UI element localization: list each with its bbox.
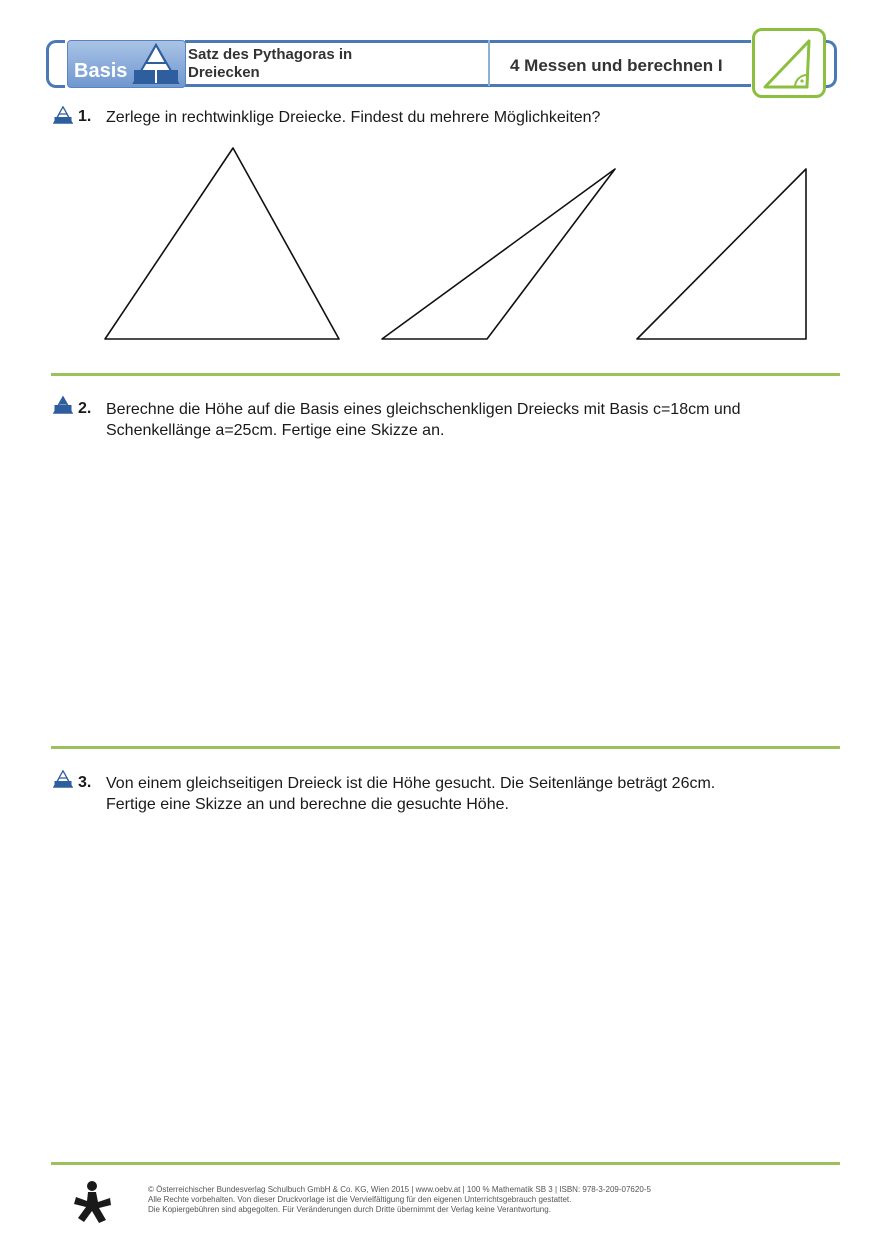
- task-2-text: [106, 399, 741, 441]
- footer-copyright: [148, 1185, 651, 1215]
- header-left-bracket: [46, 40, 65, 88]
- worksheet-title: [188, 46, 478, 82]
- equilateral-triangle: [105, 148, 339, 339]
- publisher-logo-icon: [72, 1180, 112, 1224]
- header-top-rule: [185, 40, 751, 43]
- task-3-number: 3.: [78, 774, 92, 791]
- header-divider: [488, 40, 490, 86]
- footer-line-2: Alle Rechte vorbehalten. Von dieser Druckvorlage ist die Vervielfältigung für den eigenen Unterrichtsgebrauch gestattet.: [148, 1195, 572, 1204]
- task-3-text: [106, 773, 715, 815]
- chapter-icon: [752, 28, 826, 98]
- task-2-line2: Schenkellänge a=25cm. Fertige eine Skizze an.: [106, 422, 445, 439]
- triangle-ruler-icon: [755, 31, 823, 95]
- level-pyramid-icon: [132, 43, 180, 85]
- level-icon: [53, 396, 73, 414]
- separator-2: [51, 746, 840, 749]
- task-2-number: 2.: [78, 400, 92, 417]
- worksheet-title-line2: Dreiecken: [188, 64, 260, 81]
- separator-footer: [51, 1162, 840, 1165]
- worksheet-title-line1: Satz des Pythagoras in: [188, 46, 353, 63]
- separator-1: [51, 373, 840, 376]
- task-1-triangles: [95, 140, 815, 350]
- header-bottom-rule: [185, 84, 751, 87]
- level-icon: [53, 770, 73, 788]
- footer-line-3: Die Kopiergebühren sind abgegolten. Für Veränderungen durch Dritte übernimmt der Verlag keine Verantwortung.: [148, 1205, 551, 1214]
- footer-line-1: © Österreichischer Bundesverlag Schulbuch GmbH & Co. KG, Wien 2015 | www.oebv.at | 100 % Mathematik SB 3 | ISBN: 978-3-209-07620-5: [148, 1185, 651, 1194]
- task-2-line1: Berechne die Höhe auf die Basis eines gleichschenkligen Dreiecks mit Basis c=18cm und: [106, 401, 741, 418]
- task-1-number: 1.: [78, 108, 92, 125]
- task-1-text: Zerlege in rechtwinklige Dreiecke. Findest du mehrere Möglichkeiten?: [106, 109, 601, 126]
- chapter-title: 4 Messen und berechnen I: [510, 56, 723, 75]
- level-icon: [53, 106, 73, 124]
- task-3-line1: Von einem gleichseitigen Dreieck ist die Höhe gesucht. Die Seitenlänge beträgt 26cm.: [106, 775, 716, 792]
- right-triangle: [637, 169, 806, 339]
- task-3-line2: Fertige eine Skizze an und berechne die gesuchte Höhe.: [106, 796, 509, 813]
- basis-label: Basis: [74, 60, 128, 82]
- obtuse-triangle: [382, 169, 615, 339]
